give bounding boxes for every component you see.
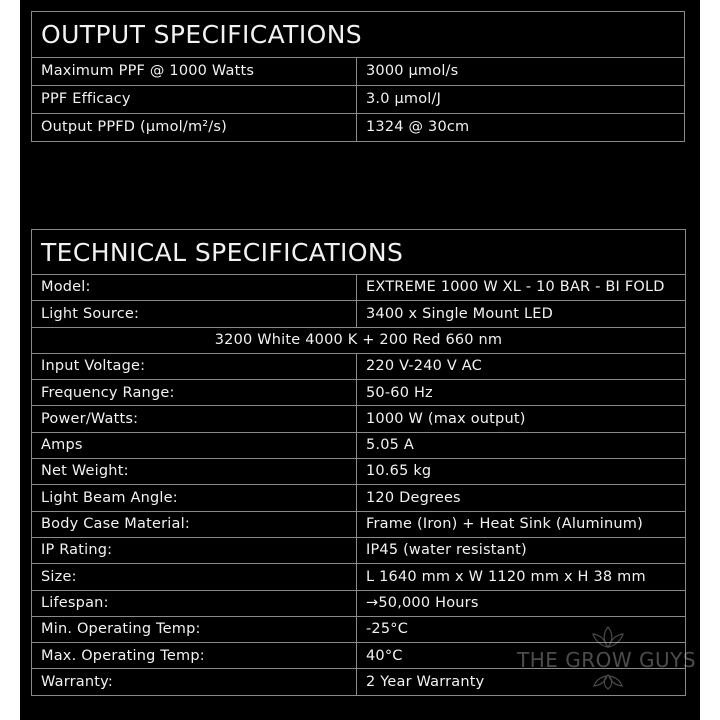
- leaf-icon: [591, 674, 625, 690]
- spec-label: Min. Operating Temp:: [32, 616, 357, 642]
- brand-watermark: [517, 626, 697, 692]
- spec-label: Lifespan:: [32, 590, 357, 616]
- table-row: [32, 511, 686, 537]
- spec-value: 3000 µmol/s: [357, 58, 685, 86]
- spec-value: 3.0 µmol/J: [357, 86, 685, 114]
- table-row: [32, 537, 686, 563]
- table-row: [32, 275, 686, 301]
- spec-value: IP45 (water resistant): [357, 537, 686, 563]
- spec-value: 3400 x Single Mount LED: [357, 301, 686, 327]
- spec-label: PPF Efficacy: [32, 86, 357, 114]
- spec-label: Model:: [32, 275, 357, 301]
- technical-specifications-title: TECHNICAL SPECIFICATIONS: [32, 230, 686, 275]
- spec-value: 50-60 Hz: [357, 380, 686, 406]
- table-row: [32, 58, 685, 86]
- table-row: [32, 459, 686, 485]
- spec-value: EXTREME 1000 W XL - 10 BAR - BI FOLD: [357, 275, 686, 301]
- output-specifications-table: [31, 11, 685, 142]
- spec-label: IP Rating:: [32, 537, 357, 563]
- spec-label: Output PPFD (µmol/m²/s): [32, 114, 357, 142]
- spec-label: Light Beam Angle:: [32, 485, 357, 511]
- table-row: [32, 380, 686, 406]
- spec-label: Input Voltage:: [32, 353, 357, 379]
- spec-label: Frequency Range:: [32, 380, 357, 406]
- spec-label: Size:: [32, 564, 357, 590]
- spec-value: 220 V-240 V AC: [357, 353, 686, 379]
- spec-value: 1000 W (max output): [357, 406, 686, 432]
- output-specifications-title: OUTPUT SPECIFICATIONS: [32, 12, 685, 58]
- table-row: [32, 406, 686, 432]
- table-row: [32, 301, 686, 327]
- spec-label: Body Case Material:: [32, 511, 357, 537]
- table-row: [32, 86, 685, 114]
- table-row: [32, 564, 686, 590]
- spec-value: 10.65 kg: [357, 459, 686, 485]
- spec-value: L 1640 mm x W 1120 mm x H 38 mm: [357, 564, 686, 590]
- spec-label: Warranty:: [32, 669, 357, 695]
- spec-value: 120 Degrees: [357, 485, 686, 511]
- spec-label: Light Source:: [32, 301, 357, 327]
- table-row: [32, 327, 686, 353]
- table-row: [32, 485, 686, 511]
- spec-value: Frame (Iron) + Heat Sink (Aluminum): [357, 511, 686, 537]
- spec-label: Net Weight:: [32, 459, 357, 485]
- spec-label: Amps: [32, 432, 357, 458]
- watermark-text: THE GROW GUYS: [517, 648, 697, 672]
- spec-value: -25°C: [357, 616, 686, 642]
- table-row: [32, 114, 685, 142]
- spec-label: Max. Operating Temp:: [32, 643, 357, 669]
- table-row: [32, 590, 686, 616]
- table-row: [32, 432, 686, 458]
- table-row: [32, 353, 686, 379]
- spec-label: Power/Watts:: [32, 406, 357, 432]
- spec-value: 1324 @ 30cm: [357, 114, 685, 142]
- spec-value: 40°C: [357, 643, 686, 669]
- spec-value: 2 Year Warranty: [357, 669, 686, 695]
- leaf-icon: [591, 626, 625, 648]
- spec-value: →50,000 Hours: [357, 590, 686, 616]
- spec-label: Maximum PPF @ 1000 Watts: [32, 58, 357, 86]
- spec-value: 5.05 A: [357, 432, 686, 458]
- spec-full-width-value: 3200 White 4000 K + 200 Red 660 nm: [32, 327, 686, 353]
